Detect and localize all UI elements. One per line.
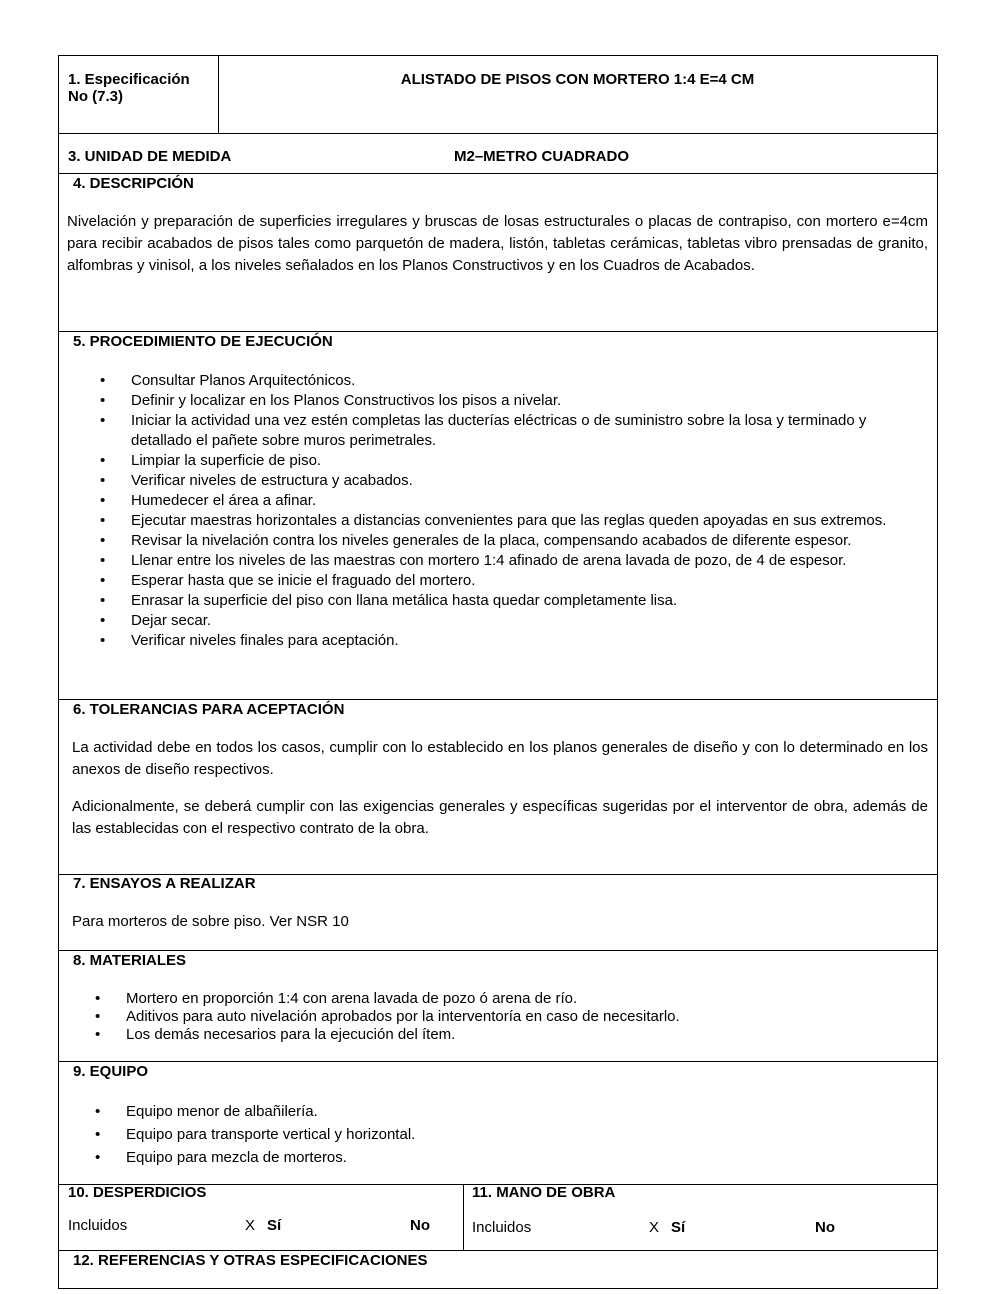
bullet-icon: • xyxy=(95,1026,101,1043)
bullet-icon: • xyxy=(95,1103,101,1120)
tests-text: Para morteros de sobre piso. Ver NSR 10 xyxy=(72,913,349,930)
waste-no: No xyxy=(410,1217,430,1234)
spec-title: ALISTADO DE PISOS CON MORTERO 1:4 E=4 CM xyxy=(400,71,755,88)
labor-heading: 11. MANO DE OBRA xyxy=(472,1184,616,1201)
list-item-text: Humedecer el área a afinar. xyxy=(131,492,317,509)
list-item xyxy=(95,1008,926,1026)
list-item-text: Llenar entre los niveles de las maestras con mortero 1:4 afinado de arena lavada de pozo, de 4 de espesor. xyxy=(131,552,847,569)
bullet-icon: • xyxy=(100,412,106,429)
references-heading: 12. REFERENCIAS Y OTRAS ESPECIFICACIONES xyxy=(73,1252,428,1269)
waste-included-label: Incluidos xyxy=(68,1217,128,1234)
list-item xyxy=(100,551,931,571)
list-item-text: Limpiar la superficie de piso. xyxy=(131,452,322,469)
list-item-text: Revisar la nivelación contra los niveles generales de la placa, compensando acabados de diferente espesor. xyxy=(131,532,852,549)
rule xyxy=(59,1250,937,1251)
tolerances-heading: 6. TOLERANCIAS PARA ACEPTACIÓN xyxy=(73,701,345,718)
list-item-text: Verificar niveles finales para aceptación. xyxy=(131,632,399,649)
list-item-text: Los demás necesarios para la ejecución del ítem. xyxy=(126,1026,456,1043)
waste-heading: 10. DESPERDICIOS xyxy=(68,1184,207,1201)
procedure-list xyxy=(100,371,931,651)
list-item xyxy=(100,631,931,651)
labor-mark: X xyxy=(649,1219,660,1236)
list-item-text: Iniciar la actividad una vez estén completas las ducterías eléctricas o de suministro sobre la losa y terminado y detallado el pañete sobre muros perimetrales. xyxy=(131,412,867,449)
bullet-icon: • xyxy=(100,552,106,569)
materials-heading: 8. MATERIALES xyxy=(73,952,187,969)
list-item xyxy=(95,1123,926,1146)
waste-yes: Sí xyxy=(267,1217,282,1234)
list-item-text: Consultar Planos Arquitectónicos. xyxy=(131,372,356,389)
list-item xyxy=(100,371,931,391)
labor-no: No xyxy=(815,1219,835,1236)
rule xyxy=(59,133,937,134)
rule xyxy=(59,950,937,951)
bullet-icon: • xyxy=(95,1149,101,1166)
list-item-text: Equipo menor de albañilería. xyxy=(126,1103,318,1120)
bullet-icon: • xyxy=(100,492,106,509)
list-item xyxy=(95,1146,926,1169)
list-item-text: Definir y localizar en los Planos Constructivos los pisos a nivelar. xyxy=(131,392,562,409)
list-item xyxy=(95,990,926,1008)
list-item xyxy=(100,471,931,491)
bullet-icon: • xyxy=(100,452,106,469)
list-item-text: Esperar hasta que se inicie el fraguado del mortero. xyxy=(131,572,476,589)
list-item xyxy=(100,491,931,511)
rule xyxy=(59,1061,937,1062)
bullet-icon: • xyxy=(100,472,106,489)
bullet-icon: • xyxy=(100,612,106,629)
description-heading: 4. DESCRIPCIÓN xyxy=(73,175,194,192)
list-item xyxy=(100,391,931,411)
bullet-icon: • xyxy=(95,1126,101,1143)
rule xyxy=(59,173,937,174)
unit-value: M2–METRO CUADRADO xyxy=(454,148,630,165)
materials-list xyxy=(95,990,926,1044)
list-item-text: Mortero en proporción 1:4 con arena lavada de pozo ó arena de río. xyxy=(126,990,578,1007)
list-item-text: Verificar niveles de estructura y acabados. xyxy=(131,472,413,489)
tests-heading: 7. ENSAYOS A REALIZAR xyxy=(73,875,256,892)
bullet-icon: • xyxy=(100,512,106,529)
list-item xyxy=(100,411,931,451)
procedure-heading: 5. PROCEDIMIENTO DE EJECUCIÓN xyxy=(73,333,333,350)
equipment-list xyxy=(95,1100,926,1169)
list-item-text: Equipo para mezcla de morteros. xyxy=(126,1149,347,1166)
tolerances-paragraph-1: La actividad debe en todos los casos, cumplir con lo establecido en los planos generales de diseño y con lo determinado en los anexos de diseño respectivos. xyxy=(72,739,928,778)
waste-mark: X xyxy=(245,1217,256,1234)
list-item xyxy=(100,571,931,591)
tolerances-paragraph-2: Adicionalmente, se deberá cumplir con las exigencias generales y específicas sugeridas por el interventor de obra, además de las establecidas con el respectivo contrato de la obra. xyxy=(72,798,928,837)
bullet-icon: • xyxy=(100,532,106,549)
list-item-text: Equipo para transporte vertical y horizontal. xyxy=(126,1126,416,1143)
list-item xyxy=(100,531,931,551)
list-item xyxy=(100,451,931,471)
unit-label: 3. UNIDAD DE MEDIDA xyxy=(68,148,232,165)
bullet-icon: • xyxy=(95,1008,101,1025)
list-item-text: Dejar secar. xyxy=(131,612,212,629)
bullet-icon: • xyxy=(100,392,106,409)
rule xyxy=(59,699,937,700)
labor-included-label: Incluidos xyxy=(472,1219,532,1236)
list-item xyxy=(100,591,931,611)
bullet-icon: • xyxy=(100,592,106,609)
list-item xyxy=(95,1100,926,1123)
equipment-heading: 9. EQUIPO xyxy=(73,1063,149,1080)
rule xyxy=(463,1184,464,1250)
list-item xyxy=(100,611,931,631)
bullet-icon: • xyxy=(100,572,106,589)
list-item xyxy=(95,1026,926,1044)
rule xyxy=(59,331,937,332)
list-item xyxy=(100,511,931,531)
labor-yes: Sí xyxy=(671,1219,686,1236)
bullet-icon: • xyxy=(100,372,106,389)
bullet-icon: • xyxy=(100,632,106,649)
bullet-icon: • xyxy=(95,990,101,1007)
spec-number-label: 1. Especificación No (7.3) xyxy=(68,71,190,105)
list-item-text: Ejecutar maestras horizontales a distancias convenientes para que las reglas queden apoyadas en sus extremos. xyxy=(131,512,887,529)
list-item-text: Enrasar la superficie del piso con llana metálica hasta quedar completamente lisa. xyxy=(131,592,678,609)
list-item-text: Aditivos para auto nivelación aprobados por la interventoría en caso de necesitarlo. xyxy=(126,1008,680,1025)
description-text: Nivelación y preparación de superficies irregulares y bruscas de losas estructurales o placas de contrapiso, con mortero e=4cm para recibir acabados de pisos tales como parquetón de madera, listón, tabletas cerámicas, tabletas vibro prensadas de granito, alfombras y vinisol, a los niveles señalados en los Planos Constructivos y en los Cuadros de Acabados. xyxy=(67,213,928,274)
rule xyxy=(218,56,219,133)
